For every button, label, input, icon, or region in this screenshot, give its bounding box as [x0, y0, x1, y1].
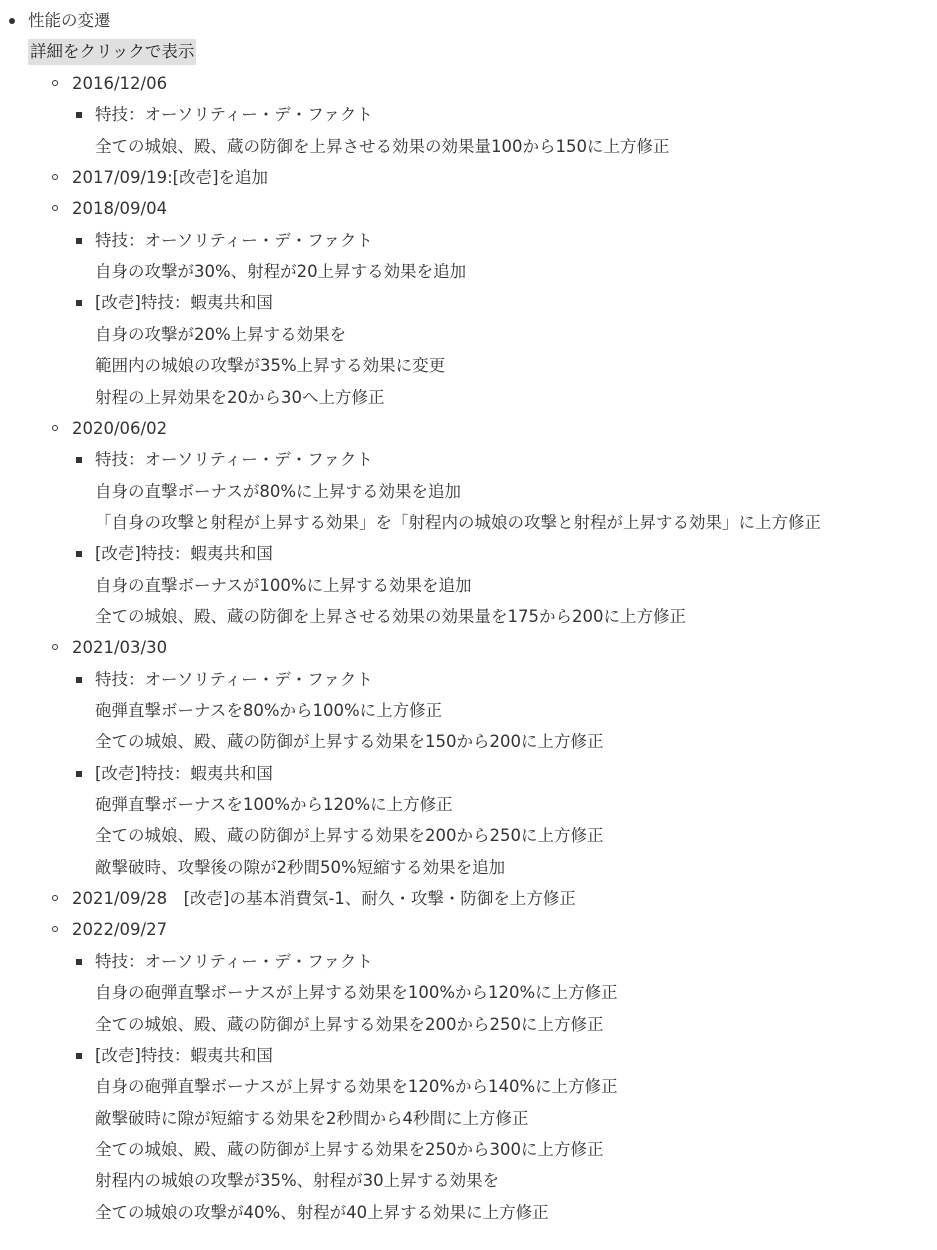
square-bullet-icon	[76, 677, 82, 683]
change-description-text: 自身の攻撃が20%上昇する効果を	[95, 325, 347, 344]
circle-bullet-icon	[52, 926, 58, 932]
skill-title-text: [改壱]特技：蝦夷共和国	[95, 544, 273, 563]
circle-bullet-icon	[52, 425, 58, 431]
change-description-text: 全ての城娘、殿、蔵の防御が上昇する効果を150から200に上方修正	[95, 732, 604, 751]
change-description-text: 射程の上昇効果を20から30へ上方修正	[95, 388, 385, 407]
change-description-text: 全ての城娘、殿、蔵の防御が上昇する効果を200から250に上方修正	[95, 1015, 604, 1034]
change-description-text: 自身の攻撃が30%、射程が20上昇する効果を追加	[95, 262, 467, 281]
change-description-text: 砲弾直撃ボーナスを100%から120%に上方修正	[95, 795, 453, 814]
skill-title-text: 特技：オーソリティー・デ・ファクト	[95, 450, 373, 469]
change-description-text: 敵撃破時に隙が短縮する効果を2秒間から4秒間に上方修正	[95, 1109, 529, 1128]
square-bullet-icon	[76, 300, 82, 306]
history-date-text: 2021/03/30	[72, 638, 168, 657]
history-date-text: 2018/09/04	[72, 199, 168, 218]
change-description-text: 射程内の城娘の攻撃が35%、射程が30上昇する効果を	[95, 1171, 500, 1190]
history-date-text: 2016/12/06	[72, 74, 168, 93]
circle-bullet-icon	[52, 205, 58, 211]
history-date-text: 2020/06/02	[72, 419, 168, 438]
change-description-text: 全ての城娘、殿、蔵の防御が上昇する効果を200から250に上方修正	[95, 826, 604, 845]
circle-bullet-icon	[52, 174, 58, 180]
skill-title-text: [改壱]特技：蝦夷共和国	[95, 1046, 273, 1065]
square-bullet-icon	[76, 551, 82, 557]
change-description-text: 自身の砲弾直撃ボーナスが上昇する効果を120%から140%に上方修正	[95, 1077, 618, 1096]
square-bullet-icon	[76, 457, 82, 463]
history-date-text: 2021/09/28 [改壱]の基本消費気-1、耐久・攻撃・防御を上方修正	[72, 889, 576, 908]
change-description-text: 全ての城娘の攻撃が40%、射程が40上昇する効果に上方修正	[95, 1203, 549, 1222]
change-description-text: 自身の直撃ボーナスが100%に上昇する効果を追加	[95, 576, 472, 595]
skill-title-text: 特技：オーソリティー・デ・ファクト	[95, 231, 373, 250]
square-bullet-icon	[76, 1053, 82, 1059]
change-description-text: 全ての城娘、殿、蔵の防御が上昇する効果を250から300に上方修正	[95, 1140, 604, 1159]
circle-bullet-icon	[52, 644, 58, 650]
change-description-text: 範囲内の城娘の攻撃が35%上昇する効果に変更	[95, 356, 446, 375]
history-date-text: 2022/09/27	[72, 920, 168, 939]
skill-title-text: [改壱]特技：蝦夷共和国	[95, 293, 273, 312]
change-description-text: 自身の直撃ボーナスが80%に上昇する効果を追加	[95, 482, 462, 501]
change-description-text: 敵撃破時、攻撃後の隙が2秒間50%短縮する効果を追加	[95, 858, 506, 877]
change-description-text: 全ての城娘、殿、蔵の防御を上昇させる効果の効果量100から150に上方修正	[95, 137, 670, 156]
show-details-toggle[interactable]: 詳細をクリックで表示	[28, 39, 196, 65]
change-description-text: 砲弾直撃ボーナスを80%から100%に上方修正	[95, 701, 443, 720]
history-date-text: 2017/09/19:[改壱]を追加	[72, 168, 269, 187]
skill-title-text: 特技：オーソリティー・デ・ファクト	[95, 670, 373, 689]
skill-title-text: [改壱]特技：蝦夷共和国	[95, 764, 273, 783]
section-title: 性能の変遷	[28, 11, 111, 30]
change-description-text: 全ての城娘、殿、蔵の防御を上昇させる効果の効果量を175から200に上方修正	[95, 607, 686, 626]
square-bullet-icon	[76, 238, 82, 244]
change-description-text: 自身の砲弾直撃ボーナスが上昇する効果を100%から120%に上方修正	[95, 983, 618, 1002]
square-bullet-icon	[76, 112, 82, 118]
square-bullet-icon	[76, 771, 82, 777]
skill-title-text: 特技：オーソリティー・デ・ファクト	[95, 105, 373, 124]
disc-bullet-icon	[9, 18, 15, 24]
circle-bullet-icon	[52, 895, 58, 901]
circle-bullet-icon	[52, 80, 58, 86]
change-description-text: 「自身の攻撃と射程が上昇する効果」を「射程内の城娘の攻撃と射程が上昇する効果」に上方修正	[95, 513, 821, 532]
skill-title-text: 特技：オーソリティー・デ・ファクト	[95, 952, 373, 971]
square-bullet-icon	[76, 959, 82, 965]
